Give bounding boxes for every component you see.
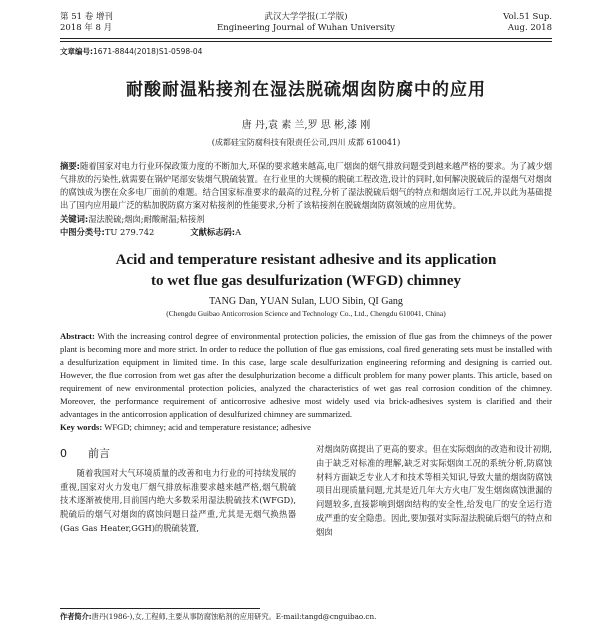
body-columns [60,443,552,540]
en-abstract-label: Abstract: [60,331,95,341]
running-header [60,10,552,44]
section-heading: 0 前言 [60,447,110,460]
zh-abstract-text: 随着国家对电力行业环保政策力度的不断加大,环保的要求越来越高,电厂烟囱的烟气排放问题受到越来越严格的要求。为了减少烟气排放的污染性,就需要在锅炉尾部安装烟气脱硫装置。在行业里的大规模的脱硫工程改造,设计的同时,如何解决脱硫后的湿烟气对烟囱的腐蚀成为摆在众多电厂面前的难题。结合国家标准要求的最高的过程,分析了湿法脱硫后烟气的特点和烟囱运行工况,并以此为基础提出了国内应用最广泛的粘加脱防腐方案对粘接剂的性能要求,分析了该粘接剂在脱硫烟囱防腐领域的应用优势。 [60,161,552,210]
header-volume-info: 第 51 卷 增刊 2018 年 8 月 [60,12,113,33]
zh-abstract [60,160,552,212]
zh-abstract-label: 摘要: [60,161,80,171]
zh-classification: 中图分类号:TU 279.742 文献标志码:A [60,227,242,237]
body-column-right [316,443,552,540]
header-volume-en: Vol.51 Sup. Aug. 2018 [503,12,552,33]
body-column-left [60,443,296,540]
body-paragraph-right: 对烟囱防腐提出了更高的要求。但在实际烟囱的改造和设计初期,由于缺乏对标准的理解,缺乏对实际烟囱工况的系统分析,防腐蚀材料方面缺乏专业人才和技术等相关知识,导致大量的烟囱防腐蚀项目出现质量问题,尤其是近几年大方火电厂发生烟囱腐蚀泄漏的问题较多,直接影响到烟囱结构的安全性,给发电厂的安全运行造成严重的安全隐患。因此,要加强对实际湿法脱硫后烟气的特点和烟囱 [316,444,552,537]
header-journal-name: 武汉大学学报(工学版) Engineering Journal of Wuhan University [217,12,395,33]
zh-authors: 唐 丹,袁 素 兰,罗 思 彬,漆 刚 [241,120,371,131]
header-rule-thick [60,38,552,39]
body-paragraph-left: 随着我国对大气环境质量的改善和电力行业的可持续发展的重视,国家对火力发电厂烟气排放标准要求越来越严格,烟气脱硫技术逐渐被使用,目前国内绝大多数采用湿法脱硫技术(WFGD),脱硫后的烟气对烟囱的腐蚀问题日益严重,尤其是无烟气换热器(Gas Gas Heater,GGH)的脱硫装置, [60,467,296,533]
en-authors: TANG Dan, YUAN Sulan, LUO Sibin, QI Gang [209,296,403,307]
en-abstract-text: With the increasing control degree of environmental protection policies, the emission of flue gas from the chimneys of the power plant is becoming more and more strict. In order to reduce the pollution of flue gas emissions, coal fired generating sets must be installed with a desulfurization equipment in limited time. In this case, large scale desulfurization engineering reforming and designing is carried out. However, the flue corrosion from wet gas after the desulphurization become a difficult problem for many power plants. This article, based on requirement of new environmental protection policies, analyzed the characteristics of wet gas real corrosion condition of the chimney. Moreover, the performance requirement of anticorrosive adhesive most widely used via brick-adhesives system is clarified and their advantages in the anticorrosion application of desulfurized chimney are summarized. [60,331,552,419]
author-footnote: 作者简介:唐丹(1986-),女,工程师,主要从事防腐蚀粘剂的应用研究。E-mail:tangd@cnguibao.cn. [60,612,377,621]
en-abstract [60,330,552,421]
zh-affiliation: (成都硅宝防腐科技有限责任公司,四川 成都 610041) [211,138,401,147]
en-affiliation: (Chengdu Guibao Anticorrosion Science and Technology Co., Ltd., Chengdu 610041, China) [166,309,446,318]
article-number: 文章编号:1671-8844(2018)S1-0598-04 [60,47,203,56]
en-keywords: Key words: WFGD; chimney; acid and temperature resistance; adhesive [60,422,311,432]
zh-title: 耐酸耐温粘接剂在湿法脱硫烟囱防腐中的应用 [126,80,486,100]
zh-keywords: 关键词:湿法脱硫;烟囱;耐酸耐温;粘接剂 [60,214,205,224]
en-title: Acid and temperature resistant adhesive and its application to wet flue gas desulfurization (WFGD) chimney [115,252,497,289]
footnote-rule [60,608,260,609]
header-rule-thin [60,41,552,42]
